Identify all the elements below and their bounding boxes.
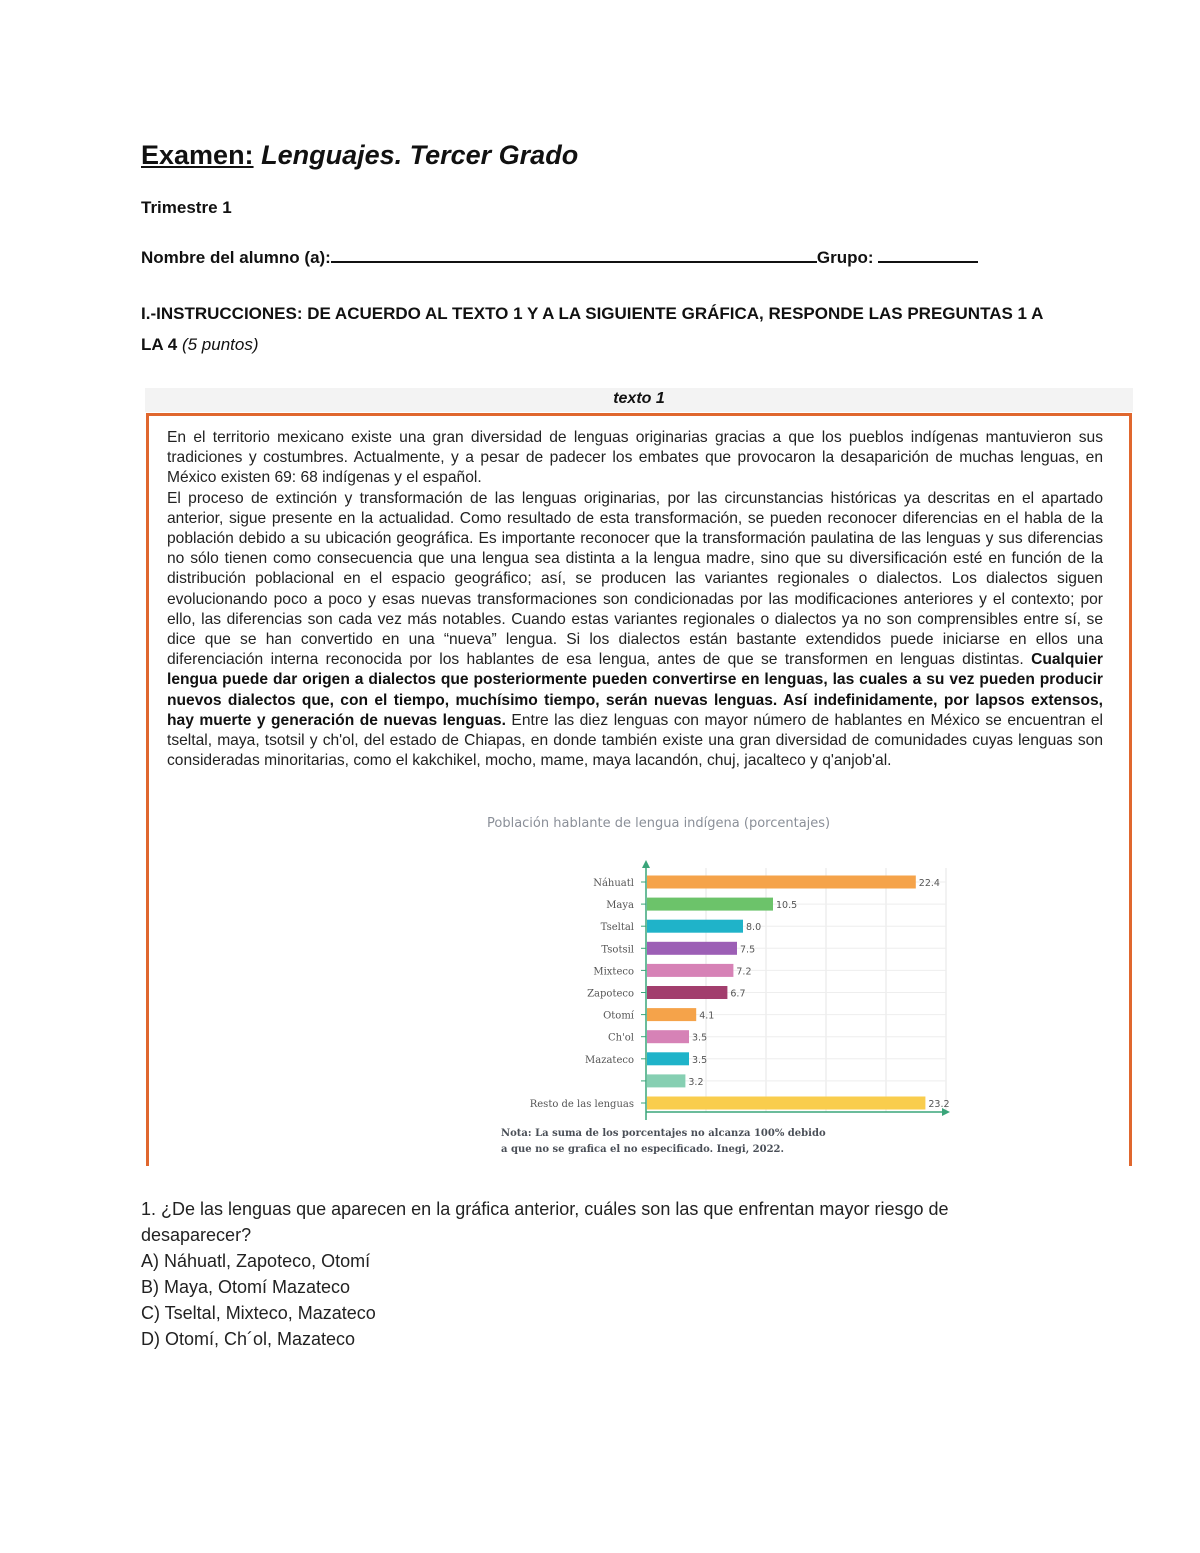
chart-value-label: 22.4	[918, 878, 940, 889]
chart-bar	[647, 898, 773, 911]
option-b[interactable]: B) Maya, Otomí Mazateco	[141, 1277, 351, 1297]
chart-value-label: 3.5	[692, 1032, 708, 1044]
nombre-label: Nombre del alumno (a):	[141, 248, 331, 267]
chart-bar	[647, 1097, 925, 1110]
trimestre-label: Trimestre 1	[141, 198, 232, 217]
question-1: 1. ¿De las lenguas que aparecen en la gráfica anterior, cuáles son las que enfrentan mayor riesgo de desaparecer?	[141, 1199, 949, 1245]
passage-paragraph-2	[167, 489, 1103, 772]
chart-bar	[647, 942, 737, 955]
chart-bar	[647, 920, 743, 933]
grupo-label: Grupo:	[816, 248, 874, 267]
chart-y-axis-arrow	[642, 860, 650, 868]
chart-title: Población hablante de lengua indígena (porcentajes)	[487, 816, 831, 831]
language-chart	[379, 812, 950, 1162]
chart-bar	[647, 964, 733, 977]
chart-category-label: Resto de las lenguas	[529, 1099, 634, 1110]
instructions-points: (5 puntos)	[181, 335, 259, 354]
passage-p2-bold: Cualquier lengua puede dar origen a dialectos que posteriormente pueden convertirse en lenguas, las cuales a su vez pueden producir nuevos dialectos que, con el tiempo, muchísimo tiempo, serán nuevas lenguas. Así indefinidamente, por lapsos extensos, hay muerte y generación de nuevas lenguas.	[167, 651, 1103, 729]
chart-category-label: Tseltal	[600, 922, 634, 934]
instructions	[141, 298, 1061, 360]
text1-passage	[167, 428, 1103, 771]
grupo-blank-line[interactable]	[878, 245, 978, 263]
chart-value-label: 23.2	[928, 1099, 950, 1110]
chart-svg	[379, 838, 950, 1148]
chart-bar	[647, 986, 727, 999]
chart-bar	[647, 1030, 689, 1043]
chart-category-label: Náhuatl	[593, 878, 634, 889]
passage-p2-start: El proceso de extinción y transformación de las lenguas originarias, por las circunstancias históricas ya descritas en el apartado anterior, sigue presente en la actualidad. Como resultado de esta transformación, se pueden reconocer diferencias en el habla de la población debido a su ubicación geográfica. Es importante reconocer que la transformación paulatina de las lenguas y sus diferencias no sólo tienen como consecuencia que una lengua sea distinta a la lengua madre, sino que su diversificación esté en función de la distribución poblacional en el espacio geográfico; así, se producen las variantes regionales o dialectos. Los dialectos siguen evolucionando poco a poco y esas nuevas transformaciones son condicionadas por las modificaciones anteriores y el contexto; por ello, las diferencias son cada vez más notables. Cuando estas variantes regionales o dialectos ya no son comprensibles entre sí, se dice que se han convertido en una “nueva” lengua. Si los dialectos están bastante extendidos puede iniciarse en ellos una diferenciación interna reconocida por los hablantes de esa lengua, antes de que se transformen en lenguas distintas.	[167, 489, 1103, 669]
chart-category-label: Maya	[606, 900, 634, 912]
chart-category-label: Mazateco	[585, 1054, 634, 1066]
option-c[interactable]: C) Tseltal, Mixteco, Mazateco	[141, 1303, 376, 1323]
chart-value-label: 3.2	[688, 1076, 704, 1088]
option-d[interactable]: D) Otomí, Ch´ol, Mazateco	[141, 1329, 356, 1349]
title-subject: Lenguajes. Tercer Grado	[261, 140, 579, 170]
text1-title: texto 1	[613, 390, 665, 407]
exam-title	[141, 140, 578, 171]
chart-value-label: 7.2	[736, 966, 752, 978]
chart-note: Nota: La suma de los porcentajes no alcanza 100% debido a que no se grafica el no especificado. Inegi, 2022.	[501, 1128, 826, 1155]
chart-category-label: Otomí	[603, 1010, 634, 1022]
passage-p2-end: Entre las diez lenguas con mayor número de hablantes en México se encuentran el tseltal, maya, tsotsil y ch'ol, del estado de Chiapas, en donde también existe una gran diversidad de comunidades cuyas lenguas son consideradas minoritarias, como el kakchikel, mocho, mame, maya lacandón, chuj, jacalteco y q'anjob'al.	[167, 711, 1103, 770]
chart-bar	[647, 1074, 685, 1087]
chart-value-label: 10.5	[776, 900, 798, 912]
text1-header	[145, 388, 1133, 412]
chart-value-label: 4.1	[699, 1010, 715, 1022]
chart-value-label: 8.0	[746, 922, 762, 934]
chart-bar	[647, 1008, 696, 1021]
student-info-row	[141, 245, 978, 268]
chart-category-label: Tsotsil	[601, 944, 634, 956]
title-prefix: Examen:	[141, 140, 254, 170]
chart-value-label: 3.5	[692, 1054, 708, 1066]
chart-category-label: Mixteco	[593, 966, 634, 978]
nombre-blank-line[interactable]	[331, 245, 817, 263]
option-a[interactable]: A) Náhuatl, Zapoteco, Otomí	[141, 1251, 371, 1271]
chart-value-label: 6.7	[730, 988, 746, 1000]
instructions-text: I.-INSTRUCCIONES: DE ACUERDO AL TEXTO 1 Y A LA SIGUIENTE GRÁFICA, RESPONDE LAS PREGUNTAS 1 A LA 4	[141, 304, 1043, 354]
chart-bar	[647, 1052, 689, 1065]
question-1-options	[141, 1248, 376, 1352]
chart-category-label: Ch'ol	[607, 1032, 634, 1044]
passage-paragraph-1: En el territorio mexicano existe una gran diversidad de lenguas originarias gracias a que los pueblos indígenas mantuvieron sus tradiciones y costumbres. Actualmente, y a pesar de padecer los embates que provocaron la desaparición de muchas lenguas, en México existen 69: 68 indígenas y el español.	[167, 429, 1103, 487]
text1-box	[146, 413, 1132, 1166]
chart-value-label: 7.5	[740, 944, 756, 956]
chart-category-label: Zapoteco	[587, 988, 634, 1000]
chart-bar	[647, 876, 916, 889]
